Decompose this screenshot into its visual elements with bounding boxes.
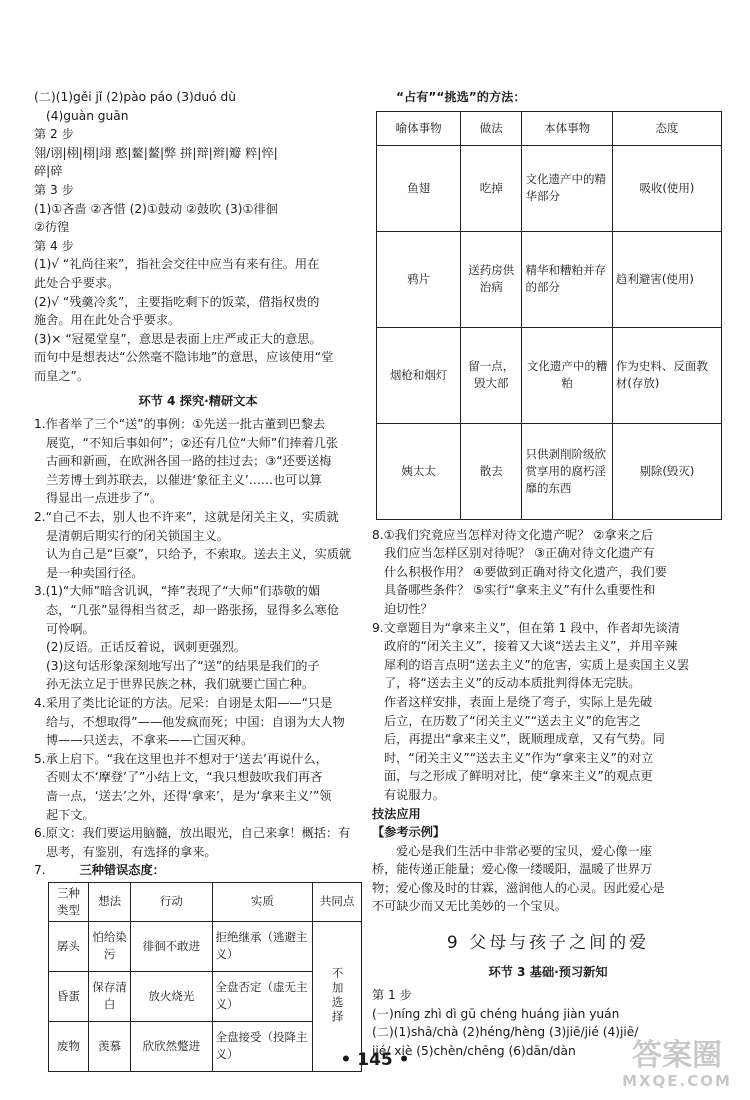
left-column	[34, 88, 362, 1072]
table-cell: 姨太太	[377, 423, 461, 519]
table-cell: 散去	[461, 423, 522, 519]
answer-line: 孙无法立足于世界民族之林，我们就要亡国亡种。	[46, 677, 315, 692]
answer-line: 思考，有鉴别，有选择的拿来。	[46, 844, 217, 859]
answer-line: 得显出一点进步了”。	[46, 491, 163, 506]
answer-line: 有说服力。	[384, 787, 445, 802]
table-cell: 送药房供治病	[461, 231, 522, 327]
table-cell: 作为史料、反面教材(存放)	[612, 327, 721, 423]
answer-line: (1)√ “礼尚往来”，指社会交往中应当有来有往。用在	[34, 257, 320, 272]
table-row	[377, 327, 722, 423]
skill-label: 技法应用	[372, 806, 421, 821]
table-cell: 文化遗产中的糟粕	[522, 327, 612, 423]
answer-line: 面，与之形成了鲜明对比，使“拿来主义”的观点更	[384, 769, 653, 784]
table-cell: 欣欣然蹩进	[131, 1021, 212, 1071]
table-cell: 鱼翅	[377, 145, 461, 231]
answer-line: 我们应当怎样区别对待呢？ ③正确对待文化遗产有	[384, 546, 655, 561]
table-header: 行动	[131, 882, 212, 921]
answer-line: 迫切性？	[384, 601, 433, 616]
table-header: 本体事物	[522, 111, 612, 145]
attitudes-table	[48, 882, 362, 1072]
answer-line: (2)反语。正话反着说，讽刺更强烈。	[46, 640, 247, 655]
table-cell: 只供剥削阶级欣赏享用的腐朽淫靡的东西	[522, 423, 612, 519]
answer-line: (二)(1)shā/chà (2)héng/hèng (3)jiē/jié (4)jiē/	[372, 1025, 639, 1040]
example-line: 爱心是我们生活中非常必要的宝贝，爱心像一座	[396, 843, 652, 858]
watermark-text: 答案圈	[632, 1038, 722, 1073]
table-cell: 废物	[49, 1021, 89, 1071]
table-cell: 鸦片	[377, 231, 461, 327]
table-row	[377, 423, 722, 519]
answer-line: 否则太不‘摩登’了”小结上文，“我只想鼓吹我们再吝	[46, 770, 323, 785]
answer-line: 政府的“闭关主义”，接着又大谈“送去主义”，并用辛辣	[384, 639, 678, 654]
step-label: 第 3 步	[34, 182, 74, 197]
reference-label: 【参考示例】	[372, 825, 446, 840]
step-label: 第 2 步	[34, 127, 74, 142]
example-line: 桥，能传递正能量；爱心像一缕暖阳，温暖了世界万	[372, 862, 653, 877]
answer-line: 博——只送去，不拿来——亡国灭种。	[46, 733, 254, 748]
answer-line: 4.采用了类比论证的方法。尼采：自诩是太阳——“只是	[34, 696, 333, 710]
lesson-title: 9 父母与孩子之间的爱	[446, 933, 650, 954]
answer-line: 8.①我们究竟应当怎样对待文化遗产呢？ ②拿来之后	[372, 527, 654, 542]
table-header: 做法	[461, 111, 522, 145]
table-cell: 孱头	[49, 921, 89, 971]
answer-line: 啬一点，‘送去’之外，还得‘拿来’，是为‘拿来主义’”领	[46, 788, 332, 803]
answer-line: 了，将“送去主义”的反动本质批判得体无完肤。	[384, 676, 641, 691]
answer-line: (一)níng zhì dì gū chéng huáng jiàn yuán	[372, 1006, 620, 1021]
answer-line: (1)①吝啬 ②吝惜 (2)①鼓动 ②鼓吹 (3)①徘徊	[34, 201, 278, 216]
example-line: 物；爱心像及时的甘霖，滋润他人的心灵。因此爱心是	[372, 880, 665, 895]
table-header: 态度	[612, 111, 721, 145]
answer-line: jié/ xiè (5)chèn/chēng (6)dān/dàn	[372, 1044, 576, 1059]
answer-line: 古画和新画，在欧洲各国一路的挂过去；③“还要送梅	[46, 454, 332, 469]
answer-line: 时，“闭关主义”“送去主义”作为“拿来主义”的对立	[384, 750, 654, 765]
table-cell: 精华和糟粕并存的部分	[522, 231, 612, 327]
answer-line: 是清朝后期实行的闭关锁国主义。	[46, 528, 229, 543]
table-cell: 昏蛋	[49, 971, 89, 1021]
answer-line: 展览，“不知后事如何”；②还有几位“大师”们捧着几张	[46, 435, 339, 450]
step-label: 第 1 步	[372, 988, 412, 1003]
question-7-title	[34, 861, 362, 880]
common-point-text: 不加选择	[330, 967, 345, 1026]
table-cell: 全盘接受（投降主义）	[212, 1021, 313, 1071]
section-title: 环节 4 探究·精研文本	[138, 393, 258, 408]
table-title: “占有”“挑选”的方法：	[396, 90, 526, 104]
methods-table	[376, 111, 722, 520]
table-cell: 留一点，毁大部	[461, 327, 522, 423]
step-label: 第 4 步	[34, 238, 74, 253]
answer-line: 9.文章题目为“拿来主义”，但在第 1 段中，作者却先谈清	[372, 620, 680, 635]
answer-line: (二)(1)gěi jǐ (2)pào páo (3)duó dù	[34, 90, 236, 104]
answer-line: 而皇之”。	[34, 368, 90, 383]
table-cell: 全盘否定（虚无主义）	[212, 971, 313, 1021]
table-cell: 徘徊不敢进	[131, 921, 212, 971]
table-cell: 吃掉	[461, 145, 522, 231]
table-header: 共同点	[313, 882, 362, 921]
answer-line: 犀利的语言点明“送去主义”的危害，实质上是卖国主义罢	[384, 657, 690, 672]
example-line: 不可缺少而又无比美妙的一个宝贝。	[372, 899, 567, 914]
table-header-row	[377, 111, 722, 145]
table-cell: 保存清白	[89, 971, 131, 1021]
answer-line: 1.作者举了三个“送”的事例：①先送一批古董到巴黎去	[34, 417, 326, 432]
answer-line: 6.原文：我们要运用脑髓，放出眼光，自己来拿！概括：有	[34, 826, 351, 841]
answer-line: (4)guàn guān	[46, 108, 129, 123]
answer-line: (3)这句话形象深刻地写出了“送”的结果是我们的子	[46, 658, 320, 673]
answer-line: ②彷徨	[34, 220, 70, 235]
answer-line: 具备哪些条件？ ⑤实行“拿来主义”有什么重要性和	[384, 583, 656, 598]
table-row	[377, 145, 722, 231]
answer-line: 此处合乎要求。	[34, 275, 120, 290]
answer-line: 起下文。	[46, 807, 95, 822]
section-title: 环节 3 基础·预习新知	[488, 964, 608, 979]
table-header: 实质	[212, 882, 313, 921]
answer-line: 态，“几张”显得相当贫乏，却一路张扬，显得多么寒伧	[46, 603, 339, 618]
answer-line: 是一种卖国行径。	[46, 565, 144, 580]
answer-line: 什么积极作用？ ④要做到正确对待文化遗产，我们要	[384, 564, 667, 579]
answer-line: 作者这样安排，表面上是绕了弯子，实际上是先破	[384, 694, 653, 709]
question-number: 7.	[34, 863, 46, 878]
answer-line: 2.“自己不去，别人也不许来”，这就是闭关主义，实质就	[34, 510, 339, 525]
answer-line: 可怜啊。	[46, 621, 95, 636]
watermark-logo	[612, 1040, 742, 1100]
table-title: 三种错误态度：	[79, 863, 165, 878]
table-cell: 怕给染污	[89, 921, 131, 971]
table-cell: 羡慕	[89, 1021, 131, 1071]
answer-line: 给与，不想取得”——他发疯而死；中国：自诩为大人物	[46, 714, 345, 729]
answer-line: 兰芳博士到苏联去，以催进‘象征主义’……也可以算	[46, 472, 322, 487]
table-cell: 拒绝继承（逃避主义）	[212, 921, 313, 971]
answer-line: 后立，在历数了“闭关主义”“送去主义”的危害之	[384, 713, 641, 728]
table-cell: 吸收(使用)	[612, 145, 721, 231]
answer-line: 而句中是想表达“公然毫不隐讳地”的意思，应该使用“堂	[34, 350, 334, 365]
table-cell: 剔除(毁灭)	[612, 423, 721, 519]
right-column	[372, 88, 724, 1061]
table-row	[377, 231, 722, 327]
watermark-url: MXQE.COM	[622, 1072, 732, 1090]
answer-line: 碎|碎	[34, 164, 63, 179]
answer-line: 认为自己是“巨豪”，只给予，不索取。送去主义，实质就	[46, 547, 352, 562]
table-cell: 放火烧光	[131, 971, 212, 1021]
table-cell: 趋利避害(使用)	[612, 231, 721, 327]
table-header: 喻体事物	[377, 111, 461, 145]
table-header-row	[49, 882, 362, 921]
answer-line: 后，再提出“拿来主义”，既顺理成章，又有气势。同	[384, 732, 665, 747]
table-row	[49, 921, 362, 971]
table-cell: 文化遗产中的精华部分	[522, 145, 612, 231]
answer-line: 3.(1)“大师”暗含讥讽，“捧”表现了“大师”们恭敬的媚	[34, 584, 321, 599]
table-cell: 烟枪和烟灯	[377, 327, 461, 423]
answer-line: 施舍。用在此处合乎要求。	[34, 313, 181, 328]
answer-line: 翎/诩|栩|栩|翊 憨|鳌|鳌|弊 拼|辩|辫|瓣 粹|悴|	[34, 145, 278, 160]
page-number: • 145 •	[340, 1050, 410, 1070]
answer-line: 5.承上启下。“我在这里也并不想对于‘送去’再说什么，	[34, 751, 328, 766]
answer-line: (2)√ “残羹冷炙”，主要指吃剩下的饭菜，借指权贵的	[34, 294, 320, 309]
answer-line: (3)× “冠冕堂皇”，意思是表面上庄严或正大的意思。	[34, 331, 322, 346]
table-header: 想法	[89, 882, 131, 921]
common-point-cell	[313, 921, 362, 1071]
table-header: 三种类型	[49, 882, 89, 921]
